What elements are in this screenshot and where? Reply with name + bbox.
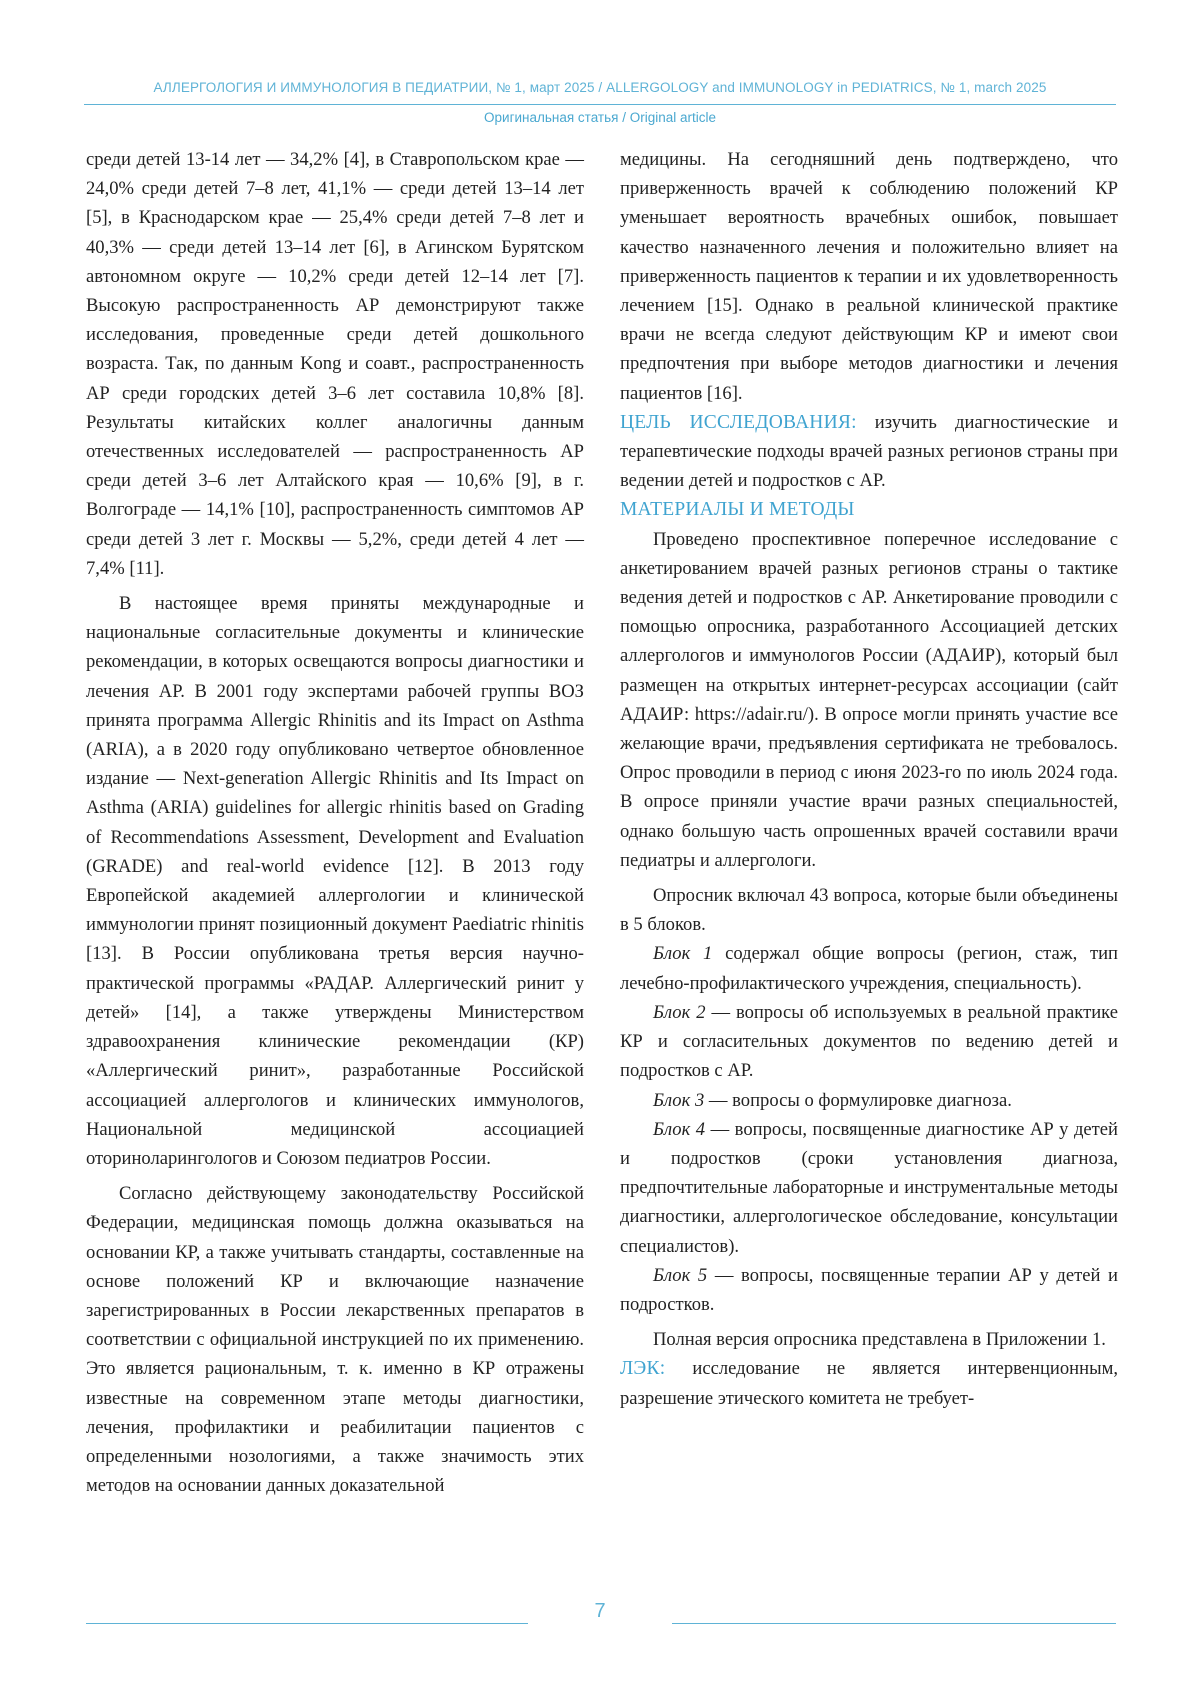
block-2: Блок 2 — вопросы об используемых в реальной практике КР и согласительных документов по ведению детей и подростков с АР. [620,1001,1118,1082]
paragraph-questionnaire: Опросник включал 43 вопроса, которые были объединены в 5 блоков. [620,885,1118,936]
paragraph-methods: Проведено проспективное поперечное исследование с анкетированием врачей разных регионов страны о тактике ведения детей и подростков с АР. Анкетирование проводили с помощью опросника, разработанного Ассоциацией детских аллергологов и иммунологов России (АДАИР), который был размещен на открытых интернет-ресурсах ассоциации (сайт АДАИР: https://adair.ru/). В опросе могли принять участие все желающие врачи, предъявления сертификата не требовалось. Опрос проводили в период с июня 2023-го по июль 2024 года. В опросе приняли участие врачи разных специальностей, однако большую часть опрошенных врачей составили врачи педиатры и аллергологи. [620,528,1118,871]
paragraph-guidelines: В настоящее время приняты международные и национальные согласительные документы и клинические рекомендации, в которых освещаются вопросы диагностики и лечения АР. В 2001 году экспертами рабочей группы ВОЗ принята программа Allergic Rhinitis and its Impact on Asthma (ARIA), а в 2020 году опубликовано четвертое обновленное издание — Next-generation Allergic Rhinitis and Its Impact on Asthma (ARIA) guidelines for allergic rhinitis based on Grading of Recommendations Assessment, Development and Evaluation (GRADE) and real-world evidence [12]. В 2013 году Европейской академией аллергологии и клинической иммунологии принят позиционный документ Paediatric rhinitis [13]. В России опубликована третья версия научно-практической программы «РАДАР. Аллергический ринит у детей» [14], а также утверждены Министерством здравоохранения клинические рекомендации (КР) «Аллергический ринит», разработанные Российской ассоциацией аллергологов и клинических иммунологов, Национальной медицинской ассоциацией оториноларингологов и Союзом педиатров России. [86,593,584,1169]
footer-divider-left [86,1623,528,1624]
aim-section [620,408,1118,496]
header-divider [84,104,1116,105]
ethics-section [620,1354,1118,1412]
block-3: Блок 3 — вопросы о формулировке диагноза. [653,1089,1012,1111]
article-type-label: Оригинальная статья / Original article [484,110,716,125]
block-4: Блок 4 — вопросы, посвященные диагностике АР у детей и подростков (сроки установления диагноза, предпочтительные лабораторные и инструментальные методы диагностики, аллергологическое обследование, консультации специалистов). [620,1118,1118,1257]
paragraph-prevalence: среди детей 13-14 лет — 34,2% [4], в Ставропольском крае — 24,0% среди детей 7–8 лет, 41,1% — среди детей 13–14 лет [5], в Краснодарском крае — 25,4% среди детей 7–8 лет и 40,3% — среди детей 13–14 лет [6], в Агинском Бурятском автономном округе — 10,2% среди детей 12–14 лет [7]. Высокую распространенность АР демонстрируют также исследования, проведенные среди детей дошкольного возраста. Так, по данным Kong и соавт., распространенность АР среди городских детей 3–6 лет составила 10,8% [8]. Результаты китайских коллег аналогичны данным отечественных исследователей — распространенность АР среди детей 3–6 лет Алтайского края — 10,6% [9], в г. Волгограде — 14,1% [10], распространенность симптомов АР среди детей 3 лет г. Москвы — 5,2%, среди детей 4 лет — 7,4% [11]. [86,149,584,579]
right-column [620,145,1118,1413]
footer-divider-right [672,1623,1116,1624]
paragraph-appendix: Полная версия опросника представлена в Приложении 1. [653,1329,1106,1351]
block-1: Блок 1 содержал общие вопросы (регион, стаж, тип лечебно-профилактического учреждения, специальность). [620,943,1119,994]
ethics-label: ЛЭК: [620,1358,666,1380]
methods-heading: МАТЕРИАЛЫ И МЕТОДЫ [620,499,855,521]
page-number: 7 [594,1600,606,1622]
paragraph-adherence: медицины. На сегодняшний день подтверждено, что приверженность врачей к соблюдению положений КР уменьшает вероятность врачебных ошибок, повышает качество назначенного лечения и положительно влияет на приверженность пациентов к терапии и их удовлетворенность лечением [15]. Однако в реальной клинической практике врачи не всегда следуют действующим КР и имеют свои предпочтения при выборе методов диагностики и лечения пациентов [16]. [620,149,1118,404]
block-5: Блок 5 — вопросы, посвященные терапии АР у детей и подростков. [620,1264,1118,1315]
ethics-text: исследование не является интервенционным, разрешение этического комитета не требует- [620,1358,1118,1409]
aim-label: ЦЕЛЬ ИССЛЕДОВАНИЯ: [620,411,857,433]
journal-header: АЛЛЕРГОЛОГИЯ И ИММУНОЛОГИЯ В ПЕДИАТРИИ, № 1, март 2025 / ALLERGOLOGY and IMMUNOLOGY in PEDIATRICS, № 1, march 2025 [153,80,1047,95]
paragraph-legislation: Согласно действующему законодательству Российской Федерации, медицинская помощь должна оказываться на основании КР, а также учитывать стандарты, составленные на основе положений КР и включающие назначение зарегистрированных в России лекарственных препаратов в соответствии с официальной инструкцией по их применению. Это является рациональным, т. к. именно в КР отражены известные на современном этапе методы диагностики, лечения, профилактики и реабилитации пациентов с определенными нозологиями, а также значимость этих методов на основании данных доказательной [86,1183,584,1497]
left-column [86,145,584,1500]
aim-text: изучить диагностические и терапевтические подходы врачей разных регионов страны при ведении детей и подростков с АР. [620,411,1118,492]
